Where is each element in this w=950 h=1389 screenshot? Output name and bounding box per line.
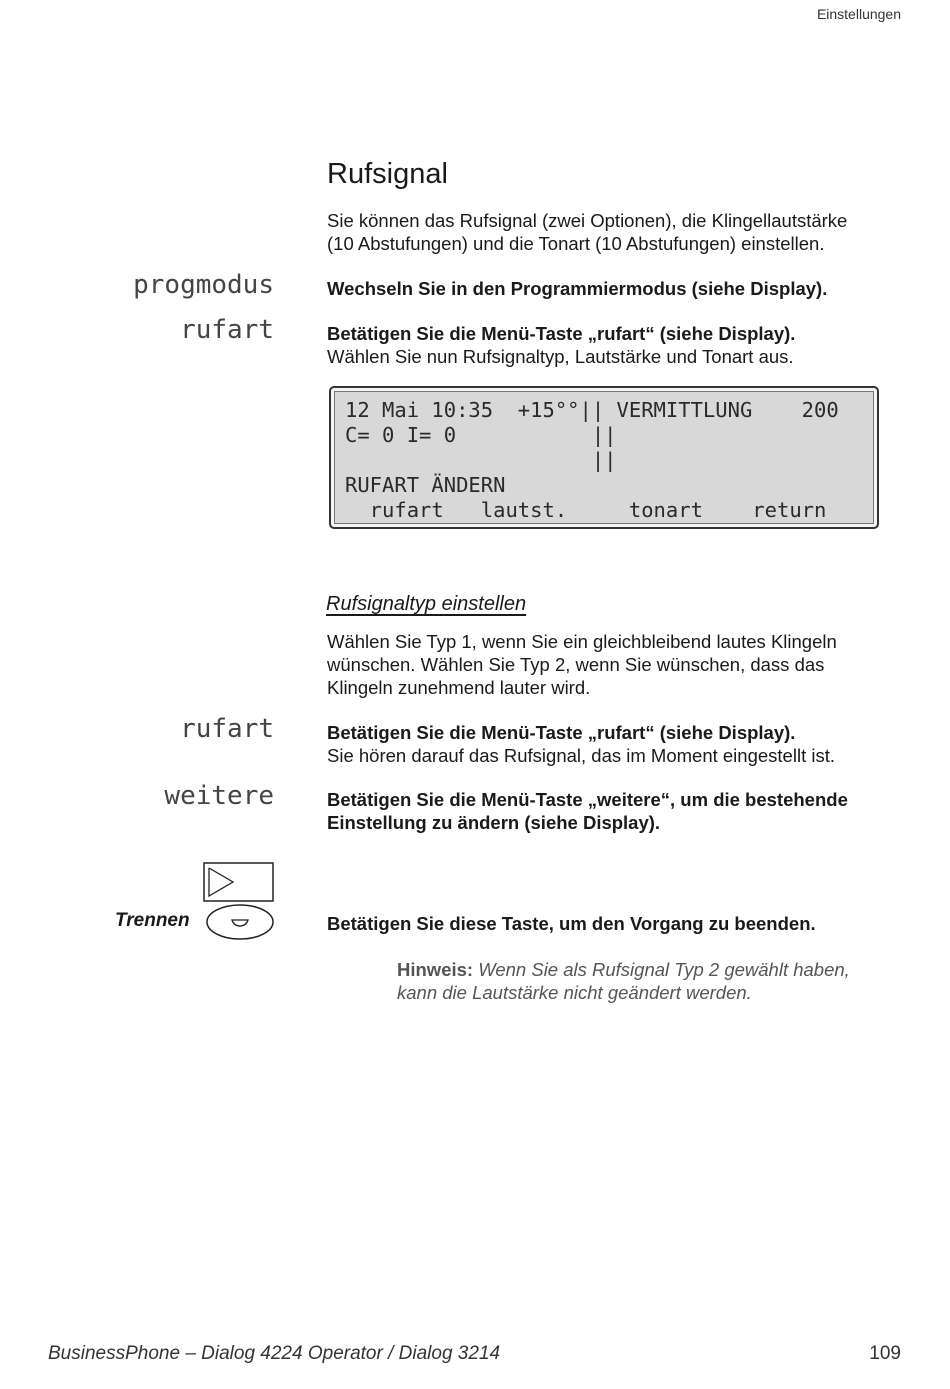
subsection-title: Rufsignaltyp einstellen — [326, 593, 527, 615]
display-line-1: 12 Mai 10:35 +15°°|| VERMITTLUNG 200 — [345, 398, 839, 422]
step-weitere-line1: Betätigen Sie die Menü-Taste „weitere“, um die bestehende — [327, 789, 848, 810]
subsection-intro-line: Klingeln zunehmend lauter wird. — [327, 677, 591, 698]
subsection-intro — [327, 630, 837, 699]
step-rufart-bold: Betätigen Sie die Menü-Taste „rufart“ (siehe Display). — [327, 323, 796, 344]
step-rufart2-normal: Sie hören darauf das Rufsignal, das im Moment eingestellt ist. — [327, 745, 835, 766]
intro-line: (10 Abstufungen) und die Tonart (10 Abstufungen) einstellen. — [327, 233, 825, 254]
trennen-key-icon — [203, 862, 275, 942]
page-title: Rufsignal — [327, 158, 448, 190]
subsection-intro-line: Wählen Sie Typ 1, wenn Sie ein gleichbleibend lautes Klingeln — [327, 631, 837, 652]
page-number: 109 — [869, 1343, 901, 1364]
softkey-label-rufart: rufart — [180, 315, 274, 345]
display-line-2: C= 0 I= 0 || — [345, 423, 617, 447]
step-progmodus-text: Wechseln Sie in den Programmiermodus (siehe Display). — [327, 278, 828, 299]
intro-paragraph — [327, 209, 847, 255]
softkey-label-progmodus: progmodus — [133, 270, 274, 300]
hint-text-2: kann die Lautstärke nicht geändert werden. — [397, 982, 752, 1003]
step-trennen-text: Betätigen Sie diese Taste, um den Vorgang zu beenden. — [327, 913, 816, 934]
subsection-intro-line: wünschen. Wählen Sie Typ 2, wenn Sie wünschen, dass das — [327, 654, 825, 675]
hint-label: Hinweis: — [397, 959, 474, 980]
step-rufart-normal: Wählen Sie nun Rufsignaltyp, Lautstärke und Tonart aus. — [327, 346, 794, 367]
footer-document-title: BusinessPhone – Dialog 4224 Operator / Dialog 3214 — [48, 1343, 501, 1364]
step-rufart2-text — [327, 721, 835, 767]
softkey-label-rufart-2: rufart — [180, 714, 274, 744]
display-line-4: RUFART ÄNDERN — [345, 473, 506, 497]
intro-line: Sie können das Rufsignal (zwei Optionen), die Klingellautstärke — [327, 210, 848, 231]
trennen-label: Trennen — [115, 910, 190, 931]
display-line-5: rufart lautst. tonart return — [345, 498, 827, 522]
step-rufart-text — [327, 322, 795, 368]
running-header: Einstellungen — [816, 6, 901, 22]
step-weitere-text — [327, 788, 848, 834]
phone-display — [329, 386, 879, 529]
hint-note — [397, 958, 897, 1004]
hint-text-1: Wenn Sie als Rufsignal Typ 2 gewählt haben, — [478, 959, 850, 980]
step-rufart2-bold: Betätigen Sie die Menü-Taste „rufart“ (siehe Display). — [327, 722, 796, 743]
step-weitere-line2: Einstellung zu ändern (siehe Display). — [327, 812, 661, 833]
display-line-3: || — [345, 448, 617, 472]
softkey-label-weitere: weitere — [164, 781, 274, 811]
